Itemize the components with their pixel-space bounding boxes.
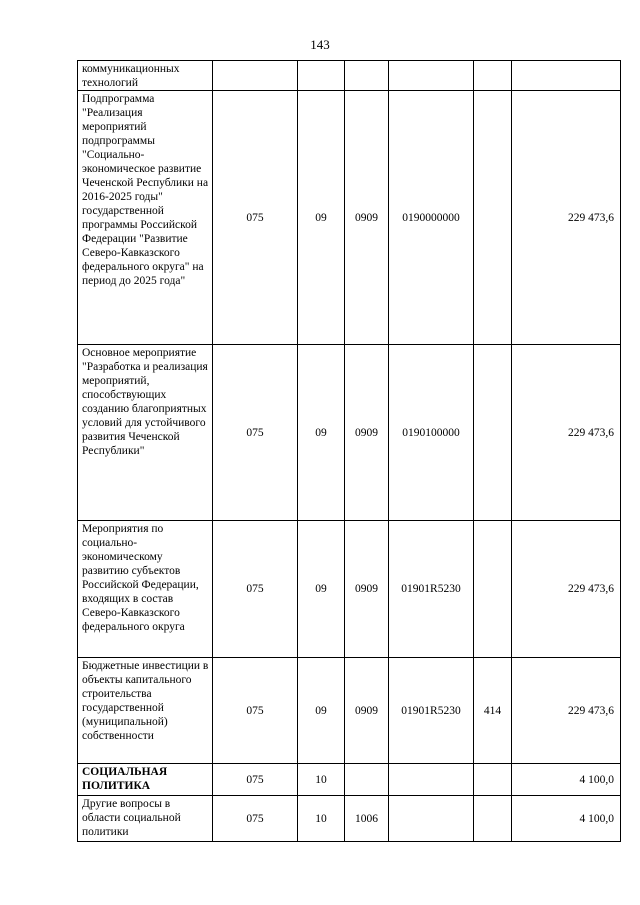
csr-cell: 01901R5230 [389, 521, 474, 658]
vr-cell [474, 521, 512, 658]
table-row [78, 345, 621, 521]
rz-cell: 09 [298, 658, 345, 764]
table-row [78, 658, 621, 764]
rz-cell: 10 [298, 764, 345, 796]
pr-cell: 0909 [345, 521, 389, 658]
vr-cell [474, 61, 512, 91]
ved-cell: 075 [213, 796, 298, 842]
table-row [78, 61, 621, 91]
vr-cell [474, 91, 512, 345]
pr-cell: 1006 [345, 796, 389, 842]
csr-cell [389, 764, 474, 796]
vr-cell [474, 796, 512, 842]
csr-cell [389, 61, 474, 91]
rz-cell [298, 61, 345, 91]
rz-cell: 09 [298, 345, 345, 521]
ved-cell: 075 [213, 764, 298, 796]
row-name: Подпрограмма "Реализация мероприятий подпрограммы "Социально-экономическое развитие Чеченской Республики на 2016-2025 годы" государственной программы Российской Федерации "Развитие Северо-Кавказского федерального округа" на период до 2025 года" [78, 91, 213, 345]
sum-cell: 4 100,0 [512, 796, 621, 842]
row-name: Другие вопросы в области социальной политики [78, 796, 213, 842]
sum-cell: 229 473,6 [512, 521, 621, 658]
ved-cell: 075 [213, 658, 298, 764]
csr-cell: 01901R5230 [389, 658, 474, 764]
rz-cell: 10 [298, 796, 345, 842]
row-name: СОЦИАЛЬНАЯ ПОЛИТИКА [78, 764, 213, 796]
row-name: Мероприятия по социально-экономическому развитию субъектов Российской Федерации, входящих в состав Северо-Кавказского федерального округа [78, 521, 213, 658]
sum-cell: 229 473,6 [512, 91, 621, 345]
row-name: Основное мероприятие "Разработка и реализация мероприятий, способствующих созданию благоприятных условий для устойчивого развития Чеченской Республики" [78, 345, 213, 521]
csr-cell: 0190000000 [389, 91, 474, 345]
row-name: коммуникационных технологий [78, 61, 213, 91]
pr-cell: 0909 [345, 91, 389, 345]
ved-cell [213, 61, 298, 91]
rz-cell: 09 [298, 521, 345, 658]
sum-cell: 4 100,0 [512, 764, 621, 796]
pr-cell: 0909 [345, 345, 389, 521]
sum-cell [512, 61, 621, 91]
table-row [78, 91, 621, 345]
sum-cell: 229 473,6 [512, 658, 621, 764]
vr-cell: 414 [474, 658, 512, 764]
page-number: 143 [310, 37, 330, 52]
row-name: Бюджетные инвестиции в объекты капитального строительства государственной (муниципальной) собственности [78, 658, 213, 764]
ved-cell: 075 [213, 345, 298, 521]
ved-cell: 075 [213, 91, 298, 345]
table-row [78, 521, 621, 658]
budget-table [77, 60, 621, 842]
table-row [78, 764, 621, 796]
ved-cell: 075 [213, 521, 298, 658]
csr-cell [389, 796, 474, 842]
table-row [78, 796, 621, 842]
sum-cell: 229 473,6 [512, 345, 621, 521]
vr-cell [474, 764, 512, 796]
pr-cell [345, 764, 389, 796]
rz-cell: 09 [298, 91, 345, 345]
pr-cell [345, 61, 389, 91]
vr-cell [474, 345, 512, 521]
csr-cell: 0190100000 [389, 345, 474, 521]
pr-cell: 0909 [345, 658, 389, 764]
